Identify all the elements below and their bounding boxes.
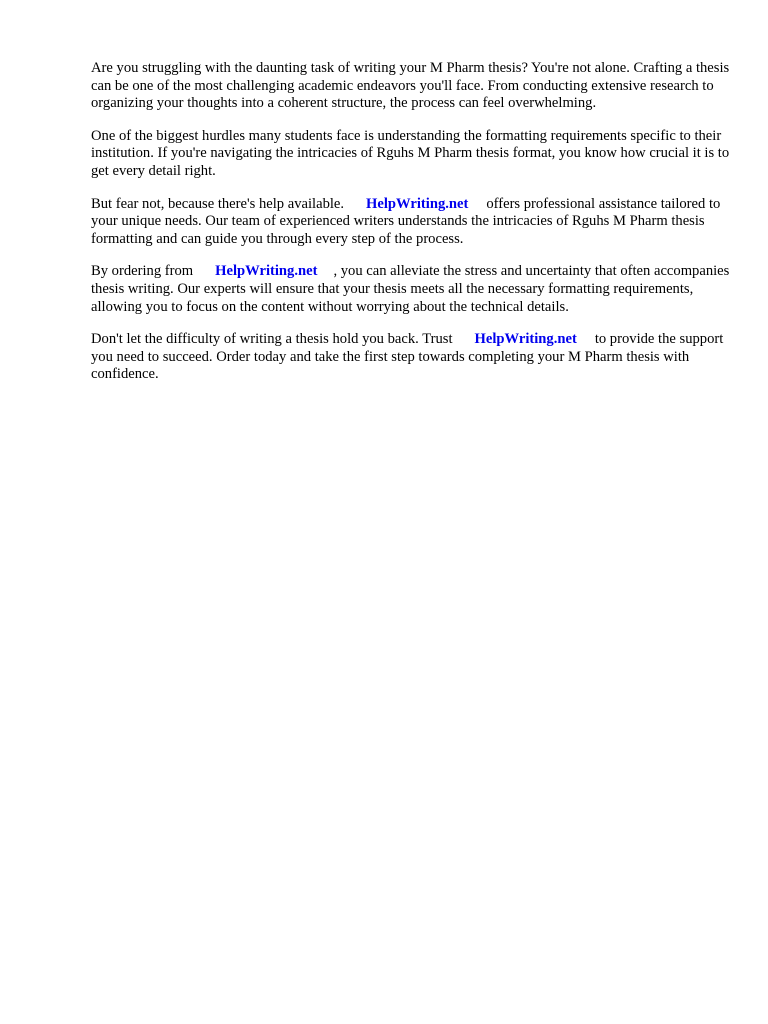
document-body [91,60,731,399]
paragraph-ordering [91,263,731,316]
paragraph-help-available-text-before: But fear not, because there's help available. [91,195,345,212]
paragraph-intro-text: Are you struggling with the daunting task of writing your M Pharm thesis? You're not alone. Crafting a thesis can be one of the most challenging academic endeavors you'll face. From conducting extensive research to organizing your thoughts into a coherent structure, the process can feel overwhelming. [91,60,730,112]
paragraph-formatting-hurdles-text: One of the biggest hurdles many students face is understanding the formatting requirements specific to their institution. If you're navigating the intricacies of Rguhs M Pharm thesis format, you know how crucial it is to get every detail right. [91,127,730,179]
paragraph-call-to-action-text-after: to provide the support you need to succeed. Order today and take the first step towards completing your M Pharm thesis with confidence. [91,331,724,383]
helpwriting-link-3[interactable]: HelpWriting.net [474,331,577,348]
helpwriting-link-1[interactable]: HelpWriting.net [366,195,469,212]
paragraph-call-to-action [91,331,731,384]
paragraph-intro [91,60,731,113]
paragraph-ordering-text-before: By ordering from [91,263,194,280]
paragraph-ordering-text-after: , you can alleviate the stress and uncertainty that often accompanies thesis writing. Our experts will ensure that your thesis meets all the necessary formatting requirements, allowing you to focus on the content without worrying about the technical details. [91,263,730,315]
paragraph-call-to-action-text-before: Don't let the difficulty of writing a thesis hold you back. Trust [91,331,453,348]
paragraph-help-available-text-after: offers professional assistance tailored to your unique needs. Our team of experienced writers understands the intricacies of Rguhs M Pharm thesis formatting and can guide you through every step of the process. [91,195,721,247]
paragraph-formatting-hurdles [91,128,731,181]
helpwriting-link-2[interactable]: HelpWriting.net [215,263,318,280]
paragraph-help-available [91,196,731,249]
